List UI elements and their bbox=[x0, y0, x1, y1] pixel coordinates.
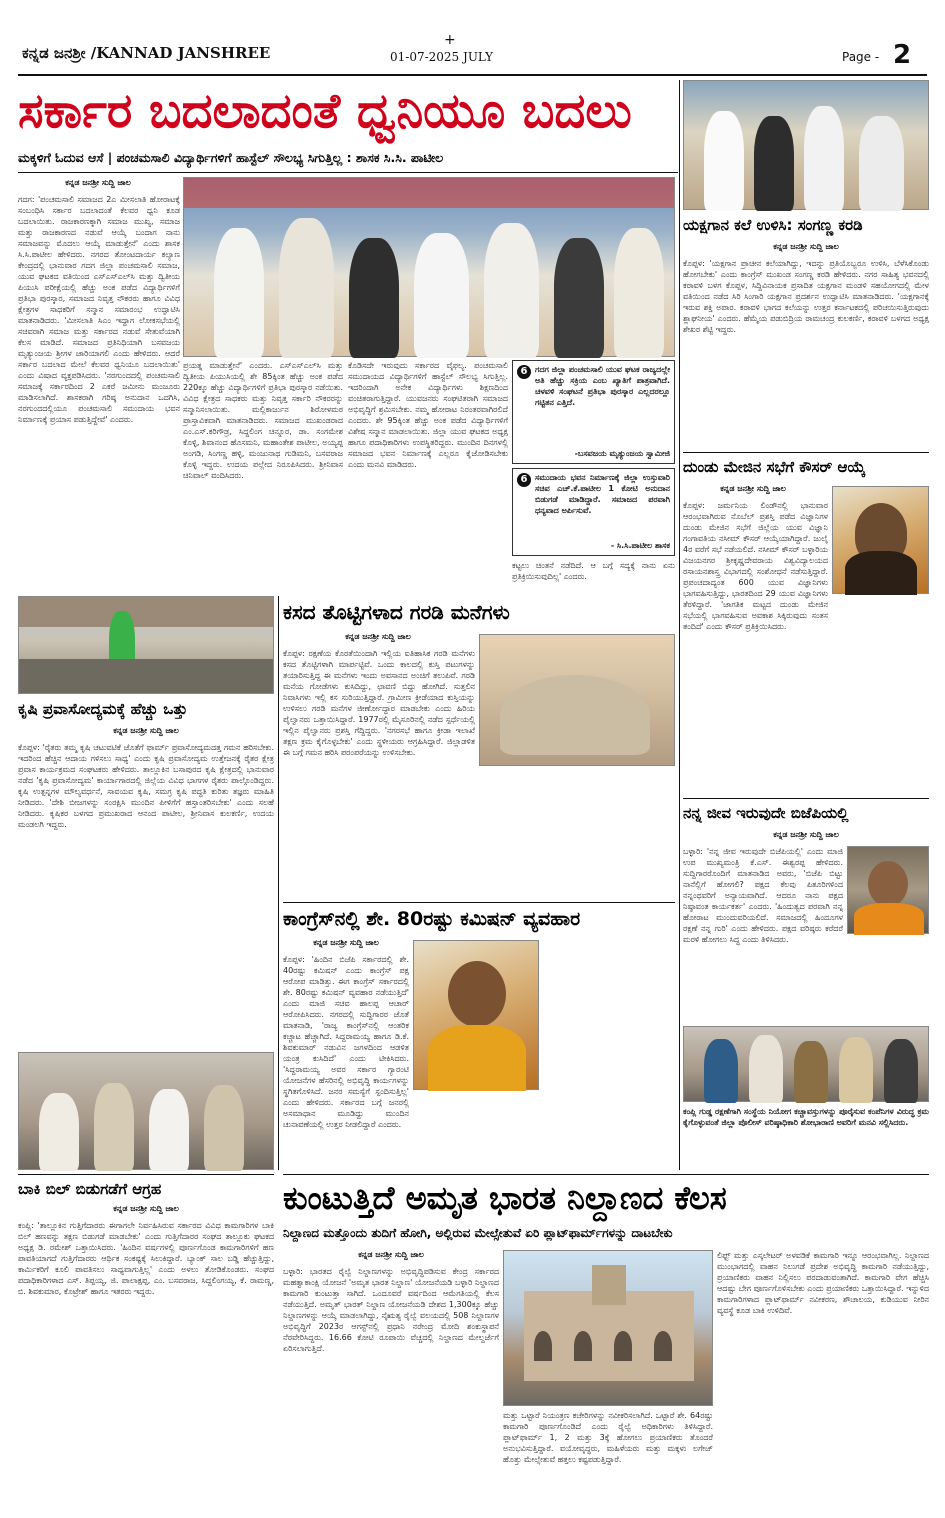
krishi-headline: ಕೃಷಿ ಪ್ರವಾಸೋದ್ಯಮಕ್ಕೆ ಹೆಚ್ಚು ಒತ್ತು bbox=[18, 700, 188, 718]
quote-icon: 6 bbox=[517, 365, 531, 379]
main-col2: ಪ್ರಯತ್ನ ಮಾಡುತ್ತೇನೆ' ಎಂದರು. ಎಸ್ಎಸ್ಎಲ್‌ಸಿ ಮತ್ತು ದ್ವಿತೀಯ ಪಿಯುಸಿಯಲ್ಲಿ ಶೇ 85ಕ್ಕಿಂತ ಹೆಚ್ಚು ಅಂಕ ಪಡೆದ 220ಕ್ಕೂ ಹೆಚ್ಚು ವಿದ್ಯಾರ್ಥಿಗಳಿಗೆ ಪ್ರತಿಭಾ ಪುರಸ್ಕಾರ ನಡೆಯಿತು. ವಿವಿಧ ಕ್ಷೇತ್ರದ ಸಾಧಕರು ಮತ್ತು ನಿವೃತ್ತ ಸರ್ಕಾರಿ ನೌಕರರನ್ನು ಸನ್ಮಾನಿಸಲಾಯಿತು. ಮಲ್ಲಿಕಾರ್ಜುನ ಶಿರೋಳಮಠ ಪ್ರಾಸ್ತಾವಿಕವಾಗಿ ಮಾತನಾಡಿದರು. ಸಮಾಜದ ಮುಖಂಡರಾದ ಎಂ.ಎಸ್.ಕರಿಗೌಡ್ರ, ಸಿದ್ದಲಿಂಗ ಚಿನ್ನೂರ, ಡಾ. ಸಂಗಮೇಶ ಕೊಳ್ಳಿ, ಶಿವಾನಂದ ಹೊಸಮನಿ, ಮಹಾಂತೇಶ ಪಾಟೀಲ, ಅಯ್ಯಪ್ಪ ಅಂಗಡಿ, ಸಿಂಗಣ್ಣ ಹಳ್ಳಿ, ಮಂಜುನಾಥ ಗುಡಿಮನಿ, ಬಸವರಾಜ ಕೊಳ್ಳಿ ಇದ್ದರು. ಉದಯ ಪಲ್ಲೇದ ನಿರೂಪಿಸಿದರು. ಶ್ರೀನಿವಾಸ ಚಿನಿವಾಲ್ ವಂದಿಸಿದರು. bbox=[183, 361, 343, 480]
kasada-body: ಕೊಪ್ಪಳ: ರಕ್ಷಣೆಯ ಕೊರತೆಯಿಂದಾಗಿ ಇಲ್ಲಿಯ ಐತಿಹಾಸಿಕ ಗರಡಿ ಮನೆಗಳು ಕಸದ ತೊಟ್ಟಿಗಳಾಗಿ ಮಾರ್ಪಟ್ಟಿವೆ. ಒಂದು ಕಾಲದಲ್ಲಿ ಕುಸ್ತಿ ಪಟುಗಳನ್ನು ತಯಾರಿಸುತ್ತಿದ್ದ ಈ ಮನೆಗಳು ಇಂದು ಅವಸಾನದ ಅಂಚಿಗೆ ತಲುಪಿವೆ. ಗರಡಿ ಮನೆಯ ಗೋಡೆಗಳು ಕುಸಿದಿದ್ದು, ಛಾವಣಿ ಬಿದ್ದು ಹೋಗಿದೆ. ಸುತ್ತಲಿನ ನಿವಾಸಿಗಳು ಇಲ್ಲಿ ಕಸ ಸುರಿಯುತ್ತಿದ್ದಾರೆ. ಗ್ರಾಮೀಣ ಕ್ರೀಡೆಯಾದ ಕುಸ್ತಿಯನ್ನು ಉಳಿಸಲು ಗರಡಿ ಮನೆಗಳ ಜೀರ್ಣೋದ್ಧಾರ ಮಾಡಬೇಕು ಎಂದು ಹಿರಿಯ ಪೈಲ್ವಾನರು ಒತ್ತಾಯಿಸಿದ್ದಾರೆ. 1977ರಲ್ಲಿ ಮೈಸೂರಿನಲ್ಲಿ ನಡೆದ ಸ್ಪರ್ಧೆಯಲ್ಲಿ ಇಲ್ಲಿನ ಪೈಲ್ವಾನರು ಪ್ರಶಸ್ತಿ ಗೆದ್ದಿದ್ದರು. 'ನಗರಸಭೆ ಹಾಗೂ ಕ್ರೀಡಾ ಇಲಾಖೆ ತಕ್ಷಣ ಕ್ರಮ ಕೈಗೊಳ್ಳಬೇಕು' ಎಂದು ಸ್ಥಳೀಯರು ಆಗ್ರಹಿಸಿದ್ದಾರೆ. ಜಿಲ್ಲಾಡಳಿತ ಈ ಬಗ್ಗೆ ಗಮನ ಹರಿಸಿ ಪರಂಪರೆಯನ್ನು ಉಳಿಸಬೇಕು. bbox=[283, 649, 475, 757]
krishi-body: ಕೊಪ್ಪಳ: 'ರೈತರು ತಮ್ಮ ಕೃಷಿ ಚಟುವಟಿಕೆ ಜೊತೆಗೆ ಫಾರ್ಮ್ ಪ್ರವಾಸೋದ್ಯಮದತ್ತ ಗಮನ ಹರಿಸಬೇಕು. ಇದರಿಂದ ಹೆಚ್ಚಿನ ಆದಾಯ ಗಳಿಸಲು ಸಾಧ್ಯ' ಎಂದು ಕೃಷಿ ಪ್ರವಾಸೋದ್ಯಮ ಉತ್ತೇಜನಕ್ಕೆ ರೈತರ ಕ್ಷೇತ್ರ ಪ್ರವಾಸ ಕಾರ್ಯಕ್ರಮದ ಸಂಘಟಕರು ಹೇಳಿದರು. ತಾಲ್ಲೂಕಿನ ಬಸಾಪುರದ ಕೃಷಿ ಕ್ಷೇತ್ರದಲ್ಲಿ ಭಾನುವಾರ ನಡೆದ 'ಕೃಷಿ ಪ್ರವಾಸೋದ್ಯಮ' ಕಾರ್ಯಾಗಾರದಲ್ಲಿ ಜಿಲ್ಲೆಯ ವಿವಿಧ ಭಾಗಗಳ ರೈತರು ಪಾಲ್ಗೊಂಡಿದ್ದರು. ಕೃಷಿ ಉತ್ಪನ್ನಗಳ ಮೌಲ್ಯವರ್ಧನೆ, ಸಾವಯವ ಕೃಷಿ, ಸಮಗ್ರ ಕೃಷಿ ಪದ್ಧತಿ ಕುರಿತು ತಜ್ಞರು ಮಾಹಿತಿ ನೀಡಿದರು. 'ದೇಶಿ ಬೀಜಗಳನ್ನು ಸಂರಕ್ಷಿಸಿ ಮುಂದಿನ ಪೀಳಿಗೆಗೆ ಹಸ್ತಾಂತರಿಸಬೇಕು' ಎಂದು ಸಲಹೆ ನೀಡಿದರು. ಕೃಷಿಕರ ಬಳಗದ ಪ್ರಮುಖರಾದ ಆನಂದ ಪಾಟೀಲ, ಶ್ರೀನಿವಾಸ ಕುಲಕರ್ಣಿ, ಉದಯ ಮಂಡಲಗಿ ಇದ್ದರು. bbox=[18, 743, 274, 829]
yakshagana-byline: ಕನ್ನಡ ಜನಶ್ರೀ ಸುದ್ದಿ ಜಾಲ bbox=[773, 242, 839, 251]
gudda-caption: ಕಂಪ್ಲಿ ಗುಡ್ಡ ರಕ್ಷಣೆಗಾಗಿ ಸಂಸ್ಥೆಯ ನಿಯೋಗ ಕಚ್ಚಾವಸ್ತುಗಳನ್ನು ಪೂರೈಸುವ ಕಂಪೆನಿಗಳ ವಿರುದ್ಧ ಕ್ರಮ ಕೈಗೊಳ್ಳುವಂತೆ ಜಿಲ್ಲಾ ಪೊಲೀಸ್ ವರಿಷ್ಠಾಧಿಕಾರಿ ಶೋಭಾರಾಣಿ ಅವರಿಗೆ ಮನವಿ ಸಲ್ಲಿಸಿದರು. bbox=[683, 1107, 929, 1127]
commission-body: ಕೊಪ್ಪಳ: 'ಹಿಂದಿನ ಬಿಜೆಪಿ ಸರ್ಕಾರದಲ್ಲಿ ಶೇ. 40ರಷ್ಟು ಕಮಿಷನ್ ಎಂದು ಕಾಂಗ್ರೆಸ್ ಪಕ್ಷ ಆರೋಪ ಮಾಡಿತ್ತು. ಈಗ ಕಾಂಗ್ರೆಸ್ ಸರ್ಕಾರದಲ್ಲಿ ಶೇ. 80ರಷ್ಟು ಕಮಿಷನ್ ವ್ಯವಹಾರ ನಡೆಯುತ್ತಿದೆ' ಎಂದು ಮಾಜಿ ಸಚಿವ ಹಾಲಪ್ಪ ಆಚಾರ್ ಆರೋಪಿಸಿದರು. ನಗರದಲ್ಲಿ ಸುದ್ದಿಗಾರರ ಜೊತೆ ಮಾತನಾಡಿ, 'ರಾಜ್ಯ ಕಾಂಗ್ರೆಸ್‌ನಲ್ಲಿ ಆಂತರಿಕ ಕಚ್ಚಾಟ ಹೆಚ್ಚಾಗಿದೆ. ಸಿದ್ದರಾಮಯ್ಯ ಹಾಗೂ ಡಿ.ಕೆ. ಶಿವಕುಮಾರ್ ನಡುವಿನ ಜಗಳದಿಂದ ಆಡಳಿತ ಯಂತ್ರ ಕುಸಿದಿದೆ' ಎಂದು ಟೀಕಿಸಿದರು. 'ಸಿದ್ದರಾಮಯ್ಯ ಅವರ ಸರ್ಕಾರ ಗ್ಯಾರಂಟಿ ಯೋಜನೆಗಳ ಹೆಸರಿನಲ್ಲಿ ಅಭಿವೃದ್ಧಿ ಕಾರ್ಯಗಳನ್ನು ಸ್ಥಗಿತಗೊಳಿಸಿದೆ. ಜನರ ಸಮಸ್ಯೆಗೆ ಸ್ಪಂದಿಸುತ್ತಿಲ್ಲ' ಎಂದು ಹೇಳಿದರು. ಸರ್ಕಾರದ ಬಗ್ಗೆ ಜನರಲ್ಲಿ ಅಸಮಾಧಾನ ಮೂಡಿದ್ದು ಮುಂದಿನ ಚುನಾವಣೆಯಲ್ಲಿ ಉತ್ತರ ನೀಡಲಿದ್ದಾರೆ ಎಂದರು. bbox=[283, 955, 409, 1129]
commission-body-b bbox=[543, 940, 675, 1168]
dundu-body-b bbox=[683, 598, 929, 794]
commission-headline: ಕಾಂಗ್ರೆಸ್‌ನಲ್ಲಿ ಶೇ. 80ರಷ್ಟು ಕಮಿಷನ್ ವ್ಯವಹಾರ bbox=[283, 908, 581, 930]
main-col3-end: ಕಟ್ಟಲು ಚಿಂತನೆ ನಡೆದಿದೆ. ಆ ಬಗ್ಗೆ ಸದ್ಯಕ್ಕೆ ನಾನು ಏನು ಪ್ರತಿಕ್ರಿಯಿಸುವುದಿಲ್ಲ' ಎಂದರು. bbox=[512, 561, 675, 581]
naana-byline: ಕನ್ನಡ ಜನಶ್ರೀ ಸುದ್ದಿ ಜಾಲ bbox=[773, 830, 839, 839]
issue-date: 01-07-2025 JULY bbox=[390, 50, 494, 64]
section-rule bbox=[683, 798, 929, 799]
column-divider bbox=[278, 596, 279, 1170]
main-col3: ಕೊಡಿಸದೇ ಇರುವುದು ಸರ್ಕಾರದ ವೈಫಲ್ಯ. ಪಂಚಮಸಾಲಿ ಸಮುದಾಯದ ವಿದ್ಯಾರ್ಥಿಗಳಿಗೆ ಹಾಸ್ಟೆಲ್ ಸೌಲಭ್ಯ ಸಿಗುತ್ತಿಲ್ಲ. ಇದರಿಂದಾಗಿ ಅನೇಕ ವಿದ್ಯಾರ್ಥಿಗಳು ಶಿಕ್ಷಣದಿಂದ ವಂಚಿತರಾಗುತ್ತಿದ್ದಾರೆ. ಯುವಜನರು ಸಂಘಟಿತರಾಗಿ ಸಮಾಜದ ಅಭಿವೃದ್ಧಿಗೆ ಶ್ರಮಿಸಬೇಕು. ನಮ್ಮ ಹೋರಾಟ ನಿರಂತರವಾಗಿರಲಿದೆ ಎಂದರು. ಶೇ 95ಕ್ಕಿಂತ ಹೆಚ್ಚು ಅಂಕ ಪಡೆದ ವಿದ್ಯಾರ್ಥಿಗಳಿಗೆ ವಿಶೇಷ ಸನ್ಮಾನ ಮಾಡಲಾಯಿತು. ಜಿಲ್ಲಾ ಯುವ ಘಟಕದ ಅಧ್ಯಕ್ಷ ಹಾಗೂ ಪದಾಧಿಕಾರಿಗಳು ಉಪಸ್ಥಿತರಿದ್ದರು. ಮುಂದಿನ ದಿನಗಳಲ್ಲಿ ಸಮಾಜದ ಭವನ ನಿರ್ಮಾಣಕ್ಕೆ ಎಲ್ಲರೂ ಕೈಜೋಡಿಸಬೇಕು ಎಂದು ಮನವಿ ಮಾಡಿದರು. bbox=[348, 361, 508, 469]
yakshagana-photo bbox=[683, 80, 929, 210]
quote-box-swamiji bbox=[512, 360, 675, 464]
naana-body: ಬಳ್ಳಾರಿ: 'ನನ್ನ ಜೀವ ಇರುವುದೇ ಬಿಜೆಪಿಯಲ್ಲಿ' ಎಂದು ಮಾಜಿ ಉಪ ಮುಖ್ಯಮಂತ್ರಿ ಕೆ.ಎಸ್. ಈಶ್ವರಪ್ಪ ಹೇಳಿದರು. ಸುದ್ದಿಗಾರರೊಂದಿಗೆ ಮಾತನಾಡಿದ ಅವರು, 'ಬಿಜೆಪಿ ಬಿಟ್ಟು ನಾನೆಲ್ಲಿಗೆ ಹೋಗಲಿ? ಪಕ್ಷದ ಕೆಲವು ಪಿತೂರಿಗಳಿಂದ ನನ್ನಂಥವರಿಗೆ ಅನ್ಯಾಯವಾಗಿದೆ. ಆದರೂ ನಾನು ಪಕ್ಷದ ನಿಷ್ಠಾವಂತ ಕಾರ್ಯಕರ್ತ' ಎಂದರು. 'ಹಿಂದುತ್ವದ ಪರವಾಗಿ ನನ್ನ ಹೋರಾಟ ಮುಂದುವರಿಯಲಿದೆ. ಸಮಾಜದಲ್ಲಿ ಹಿಂದೂಗಳ ರಕ್ಷಣೆ ನನ್ನ ಗುರಿ' ಎಂದು ಹೇಳಿದರು. ಪಕ್ಷದ ವರಿಷ್ಠರು ಕರೆದರೆ ಮರಳಿ ಹೋಗಲು ಸಿದ್ಧ ಎಂದು ತಿಳಿಸಿದರು. bbox=[683, 847, 843, 944]
baaki-headline: ಬಾಕಿ ಬಿಲ್ ಬಿಡುಗಡೆಗೆ ಆಗ್ರಹ bbox=[18, 1180, 162, 1198]
kausar-portrait-photo bbox=[832, 486, 929, 594]
masthead: ಕನ್ನಡ ಜನಶ್ರೀ /KANNAD JANSHREE bbox=[22, 44, 271, 62]
baaki-body: ಕಂಪ್ಲಿ: 'ತಾಲ್ಲೂಕಿನ ಗುತ್ತಿಗೆದಾರರು ಈಗಾಗಲೇ ನಿರ್ವಹಿಸಿರುವ ಸರ್ಕಾರದ ವಿವಿಧ ಕಾಮಗಾರಿಗಳ ಬಾಕಿ ಬಿಲ್ ಹಣವನ್ನು ತಕ್ಷಣ ಬಿಡುಗಡೆ ಮಾಡಬೇಕು' ಎಂದು ಗುತ್ತಿಗೆದಾರರ ಸಂಘದ ತಾಲ್ಲೂಕು ಘಟಕದ ಅಧ್ಯಕ್ಷ ಡಿ. ರಮೇಶ್ ಒತ್ತಾಯಿಸಿದರು. 'ಹಿಂದಿನ ವರ್ಷಗಳಲ್ಲಿ ಪೂರ್ಣಗೊಂಡ ಕಾಮಗಾರಿಗಳಿಗೆ ಹಣ ಪಾವತಿಯಾಗದೆ ಗುತ್ತಿಗೆದಾರರು ಆರ್ಥಿಕ ಸಂಕಷ್ಟಕ್ಕೆ ಸಿಲುಕಿದ್ದಾರೆ. ಬ್ಯಾಂಕ್ ಸಾಲ ಬಡ್ಡಿ ಹೆಚ್ಚುತ್ತಿದ್ದು, ಕಾರ್ಮಿಕರಿಗೆ ಕೂಲಿ ಪಾವತಿಸಲು ಸಾಧ್ಯವಾಗುತ್ತಿಲ್ಲ' ಎಂದು ಅಳಲು ತೋಡಿಕೊಂಡರು. ಸಂಘದ ಪದಾಧಿಕಾರಿಗಳಾದ ಎಸ್. ತಿಪ್ಪಯ್ಯ, ಜಿ. ಪಾಲಾಕ್ಷಪ್ಪ, ಎಂ. ಬಸವರಾಜ, ಸಿದ್ದಲಿಂಗಯ್ಯ, ಕೆ. ರಾಮಣ್ಣ, ಬಿ. ಶಿವಕುಮಾರ, ಕೊಟ್ರೇಶ್ ಹಾಗೂ ಇತರರು ಇದ್ದರು. bbox=[18, 1221, 274, 1296]
section-rule bbox=[283, 902, 675, 903]
naana-headline: ನನ್ನ ಜೀವ ಇರುವುದೇ ಬಿಜೆಪಿಯಲ್ಲಿ bbox=[683, 804, 849, 822]
krishi-byline: ಕನ್ನಡ ಜನಶ್ರೀ ಸುದ್ದಿ ಜಾಲ bbox=[113, 726, 179, 735]
garadi-rubble-photo bbox=[479, 634, 675, 766]
commission-byline: ಕನ್ನಡ ಜನಶ್ರೀ ಸುದ್ದಿ ಜಾಲ bbox=[313, 938, 379, 947]
subhead-rule bbox=[18, 172, 678, 173]
amrut-col2: ಮತ್ತು ಒಟ್ಟಾರೆ ನಿಯಂತ್ರಣ ಕಚೇರಿಗಳನ್ನು ನವೀಕರಿಸಲಾಗಿದೆ. ಒಟ್ಟಾರೆ ಶೇ. 64ರಷ್ಟು ಕಾಮಗಾರಿ ಪೂರ್ಣಗೊಂಡಿದೆ ಎಂದು ರೈಲ್ವೆ ಅಧಿಕಾರಿಗಳು ತಿಳಿಸಿದ್ದಾರೆ. ಪ್ಲಾಟ್‌ಫಾರ್ಮ್ 1, 2 ಮತ್ತು 3ಕ್ಕೆ ಹೋಗಲು ಪ್ರಯಾಣಿಕರು ತೊಂದರೆ ಅನುಭವಿಸುತ್ತಿದ್ದಾರೆ. ವಯೋವೃದ್ಧರು, ಮಹಿಳೆಯರು ಮತ್ತು ಮಕ್ಕಳು ಲಗೇಜ್ ಹೊತ್ತು ಮೇಲ್ಸೇತುವೆ ಹತ್ತಲು ಕಷ್ಟಪಡುತ್ತಿದ್ದಾರೆ. bbox=[503, 1411, 713, 1464]
section-rule bbox=[683, 452, 929, 453]
column-divider bbox=[679, 80, 680, 1170]
halappa-achar-portrait-photo bbox=[413, 940, 539, 1090]
railway-station-photo bbox=[503, 1250, 713, 1406]
crosshair-mark-icon: + bbox=[444, 32, 456, 48]
main-headline: ಸರ್ಕಾರ ಬದಲಾದಂತೆ ಧ್ವನಿಯೂ ಬದಲು bbox=[18, 83, 632, 139]
quote2-attrib: - ಸಿ.ಸಿ.ಪಾಟೀಲ ಶಾಸಕ bbox=[610, 541, 670, 550]
dundu-byline: ಕನ್ನಡ ಜನಶ್ರೀ ಸುದ್ದಿ ಜಾಲ bbox=[720, 484, 786, 493]
amrut-col1: ಬಳ್ಳಾರಿ: ಭಾರತದ ರೈಲ್ವೆ ನಿಲ್ದಾಣಗಳನ್ನು ಅಭಿವೃದ್ಧಿಪಡಿಸುವ ಕೇಂದ್ರ ಸರ್ಕಾರದ ಮಹತ್ವಾಕಾಂಕ್ಷಿ ಯೋಜನೆ 'ಅಮೃತ ಭಾರತ ನಿಲ್ದಾಣ' ಯೋಜನೆಯಡಿ ಬಳ್ಳಾರಿ ನಿಲ್ದಾಣದ ಕಾಮಗಾರಿ ಕುಂಟುತ್ತಾ ಸಾಗಿದೆ. ಒಂದೂವರೆ ವರ್ಷದಿಂದ ಆಮೆಗತಿಯಲ್ಲಿ ಕೆಲಸ ನಡೆಯುತ್ತಿದೆ. ಅಮೃತ್ ಭಾರತ್ ನಿಲ್ದಾಣ ಯೋಜನೆಯಡಿ ದೇಶದ 1,300ಕ್ಕೂ ಹೆಚ್ಚು ನಿಲ್ದಾಣಗಳನ್ನು ಆಯ್ಕೆ ಮಾಡಲಾಗಿದ್ದು, ನೈಋತ್ಯ ರೈಲ್ವೆ ವಲಯದಲ್ಲಿ 508 ನಿಲ್ದಾಣಗಳ ಅಭಿವೃದ್ಧಿಗೆ 2023ರ ಆಗಸ್ಟ್‌ನಲ್ಲಿ ಪ್ರಧಾನಿ ನರೇಂದ್ರ ಮೋದಿ ಶಂಕುಸ್ಥಾಪನೆ ನೆರವೇರಿಸಿದ್ದರು. 16.66 ಕೋಟಿ ರೂಪಾಯಿ ವೆಚ್ಚದಲ್ಲಿ ನಿಲ್ದಾಣದ ಮೇಲ್ದರ್ಜೆಗೆ ಏರಿಸಲಾಗುತ್ತಿದೆ. bbox=[283, 1267, 499, 1353]
yakshagana-headline: ಯಕ್ಷಗಾನ ಕಲೆ ಉಳಿಸಿ: ಸಂಗಣ್ಣ ಕರಡಿ bbox=[683, 216, 863, 234]
kasada-byline: ಕನ್ನಡ ಜನಶ್ರೀ ಸುದ್ದಿ ಜಾಲ bbox=[345, 632, 411, 641]
section-rule bbox=[18, 1174, 274, 1175]
eshwarappa-portrait-photo bbox=[847, 846, 929, 934]
baaki-meeting-photo bbox=[18, 1052, 274, 1170]
quote-box-patil bbox=[512, 468, 675, 556]
main-subhead: ಮಕ್ಕಳಿಗೆ ಓದುವ ಆಸೆ | ಪಂಚಮಸಾಲಿ ವಿದ್ಯಾರ್ಥಿಗಳಿಗೆ ಹಾಸ್ಟೆಲ್ ಸೌಲಭ್ಯ ಸಿಗುತ್ತಿಲ್ಲ : ಶಾಸಕ ಸಿ.ಸಿ. ಪಾಟೀಲ bbox=[18, 150, 444, 165]
amrut-col3: ಲಿಫ್ಟ್ ಮತ್ತು ಎಸ್ಕಲೇಟರ್ ಅಳವಡಿಕೆ ಕಾಮಗಾರಿ ಇನ್ನೂ ಆರಂಭವಾಗಿಲ್ಲ. ನಿಲ್ದಾಣದ ಮುಂಭಾಗದಲ್ಲಿ ವಾಹನ ನಿಲುಗಡೆ ಪ್ರದೇಶ ಅಭಿವೃದ್ಧಿ ಕಾಮಗಾರಿ ನಡೆಯುತ್ತಿದ್ದು, ಪ್ರಯಾಣಿಕರು ವಾಹನ ನಿಲ್ಲಿಸಲು ಪರದಾಡುವಂತಾಗಿದೆ. ಕಾಮಗಾರಿ ವೇಗ ಹೆಚ್ಚಿಸಿ ಆದಷ್ಟು ಬೇಗ ಪೂರ್ಣಗೊಳಿಸಬೇಕು ಎಂದು ಪ್ರಯಾಣಿಕರು ಒತ್ತಾಯಿಸಿದ್ದಾರೆ. ಇನ್ನುಳಿದ ಕಾಮಗಾರಿಗಳಾದ ಪ್ಲಾಟ್‌ಫಾರ್ಮ್ ನವೀಕರಣ, ಶೌಚಾಲಯ, ಕುಡಿಯುವ ನೀರಿನ ವ್ಯವಸ್ಥೆ ಕೂಡ ಬಾಕಿ ಉಳಿದಿವೆ. bbox=[717, 1251, 929, 1315]
header-rule bbox=[18, 74, 927, 76]
dundu-body-a: ಕೊಪ್ಪಳ: ಜರ್ಮನಿಯ ಲಿಂಡೌನಲ್ಲಿ ಭಾನುವಾರ ಆರಂಭವಾಗಿರುವ ನೊಬೆಲ್ ಪ್ರಶಸ್ತಿ ಪಡೆದ ವಿಜ್ಞಾನಿಗಳ ದುಂಡು ಮೇಜಿನ ಸಭೆಗೆ ಜಿಲ್ಲೆಯ ಯುವ ವಿಜ್ಞಾನಿ ಗಂಗಾವತಿಯ ನಸೀಮ್ ಕೌಸರ್ ಆಯ್ಕೆಯಾಗಿದ್ದಾರೆ. ಜುಲೈ 4ರ ವರೆಗೆ ಸಭೆ ನಡೆಯಲಿದೆ. ನಸೀಮ್ ಕೌಸರ್ ಬಳ್ಳಾರಿಯ ವಿಜಯನಗರ ಶ್ರೀಕೃಷ್ಣದೇವರಾಯ ವಿಶ್ವವಿದ್ಯಾಲಯದ ರಸಾಯನಶಾಸ್ತ್ರ ವಿಭಾಗದಲ್ಲಿ ಸಂಶೋಧನೆ ನಡೆಸುತ್ತಿದ್ದಾರೆ. ಪ್ರಪಂಚದಾದ್ಯಂತ 600 ಯುವ ವಿಜ್ಞಾನಿಗಳು ಭಾಗವಹಿಸುತ್ತಿದ್ದು, ಭಾರತದಿಂದ 29 ಯುವ ವಿಜ್ಞಾನಿಗಳು ತೆರಳಿದ್ದಾರೆ. 'ಜಾಗತಿಕ ಮಟ್ಟದ ದುಂಡು ಮೇಜಿನ ಸಭೆಯಲ್ಲಿ ಭಾಗವಹಿಸುವ ಅವಕಾಶ ಸಿಕ್ಕಿರುವುದು ಸಂತಸ ತಂದಿದೆ' ಎಂದು ಕೌಸರ್ ಪ್ರತಿಕ್ರಿಯಿಸಿದರು. bbox=[683, 501, 828, 631]
krishi-event-photo bbox=[18, 596, 274, 694]
main-photo-ceremony bbox=[183, 177, 675, 357]
page-number: 2 bbox=[893, 40, 912, 70]
quote1-attrib: -ಬಸವಜಯ ಮೃತ್ಯುಂಜಯ ಸ್ವಾಮೀಜಿ bbox=[574, 449, 670, 458]
amrut-subhead: ನಿಲ್ದಾಣದ ಮತ್ತೊಂದು ತುದಿಗೆ ಹೋಗಿ, ಅಲ್ಲಿರುವ ಮೇಲ್ಸೇತುವೆ ಏರಿ ಪ್ಲಾಟ್‌ಫಾರ್ಮ್‌ಗಳನ್ನು ದಾಟಬೇಕು bbox=[283, 1226, 673, 1240]
section-rule bbox=[283, 1174, 929, 1175]
main-byline: ಕನ್ನಡ ಜನಶ್ರೀ ಸುದ್ದಿ ಜಾಲ bbox=[65, 178, 131, 187]
gudda-delegation-photo bbox=[683, 1026, 929, 1102]
main-col1: ಗದಗ: 'ಪಂಚಮಸಾಲಿ ಸಮಾಜದ 2ಎ ಮೀಸಲಾತಿ ಹೋರಾಟಕ್ಕೆ ಸಂಬಂಧಿಸಿ ಸರ್ಕಾರ ಬದಲಾದಂತೆ ಕೆಲವರ ಧ್ವನಿ ಕೂಡ ಬದಲಾಯಿತು. ರಾಜಕಾರಣಕ್ಕಾಗಿ ಸಮಾಜ ಮುಖ್ಯ, ಸಮಾಜ ಮತ್ತು ರಾಜಕಾರಣದ ನಡುವೆ ಆಯ್ಕೆ ಬಂದಾಗ ನಾನು ಸಮಾಜವನ್ನು ಮೊದಲು ಆಯ್ಕೆ ಮಾಡುತ್ತೇನೆ' ಎಂದು ಶಾಸಕ ಸಿ.ಸಿ.ಪಾಟೀಲ ಹೇಳಿದರು. ನಗರದ ತೋಂಟದಾರ್ಯ ಕಲ್ಯಾಣ ಕೇಂದ್ರದಲ್ಲಿ ಭಾನುವಾರ ಗದಗ ಜಿಲ್ಲಾ ಪಂಚಮಸಾಲಿ ಸಮಾಜ, ಯುವ ಘಟಕದ ವತಿಯಿಂದ ಎಸ್ಎಸ್ಎಲ್‌ಸಿ ಮತ್ತು ದ್ವಿತೀಯ ಪಿಯುಸಿ ಪರೀಕ್ಷೆಯಲ್ಲಿ ಹೆಚ್ಚು ಅಂಕ ಪಡೆದ ವಿದ್ಯಾರ್ಥಿಗಳಿಗೆ ಪ್ರತಿಭಾ ಪುರಸ್ಕಾರ, ಸಮಾಜದ ನಿವೃತ್ತ ನೌಕರರು ಹಾಗೂ ವಿವಿಧ ಕ್ಷೇತ್ರಗಳ ಸಾಧಕರಿಗೆ ಸನ್ಮಾನ ಸಮಾರಂಭ ಉದ್ಘಾಟಿಸಿ ಮಾತನಾಡಿದರು. 'ಮೀಸಲಾತಿ ಸಿಎಂ ಇದ್ದಾಗ ಲೋಕಸಭೆಯಲ್ಲಿ ಸಚಿವರಾಗಿ ಸಮಾಜ ಮತ್ತು ಸರ್ಕಾರದ ನಡುವೆ ಸೇತುವೆಯಾಗಿ ಕೆಲಸ ಮಾಡಿದೆ. ಸಮಾಜದ ಪ್ರತಿನಿಧಿಯಾಗಿ ಬಸವಜಯ ಮೃತ್ಯುಂಜಯ ಶ್ರೀಗಳ ಜಾರಿಯಾಗಲಿ ಎಂದು ಹೇಳಿದರು. ಆದರೆ ಸರ್ಕಾರ ಬದಲಾದ ಮೇಲೆ ಕೆಲವರ ಧ್ವನಿಯೂ ಬದಲಾಯಿತು' ಎಂದು ವಿಷಾದ ವ್ಯಕ್ತಪಡಿಸಿದರು. 'ನರಗುಂದದಲ್ಲಿ ಪಂಚಮಸಾಲಿ ಸಮಾಜಕ್ಕೆ ಸರ್ಕಾರದಿಂದ 2 ಎಕರೆ ಜಮೀನು ಮಂಜೂರು ಮಾಡಿಸಲಾಗಿದೆ. ಶಾಸಕರಾಗಿ ಗರಿಷ್ಠ ಅನುದಾನ ಒದಗಿಸಿ, ನರಗುಂದದಲ್ಲಿಯೂ ಪಂಚಮಸಾಲಿ ಸಮುದಾಯ ಭವನ ನಿರ್ಮಾಣಕ್ಕೆ ಪ್ರಯಾಸ ಪಡುತ್ತಿದ್ದೇವೆ' ಎಂದರು. bbox=[18, 195, 180, 424]
dundu-headline: ದುಂಡು ಮೇಜಿನ ಸಭೆಗೆ ಕೌಸರ್ ಆಯ್ಕೆ bbox=[683, 458, 866, 476]
kasada-body-b bbox=[479, 770, 675, 898]
amrut-byline: ಕನ್ನಡ ಜನಶ್ರೀ ಸುದ್ದಿ ಜಾಲ bbox=[358, 1250, 424, 1259]
quote2-text: ಸಮುದಾಯ ಭವನ ನಿರ್ಮಾಣಕ್ಕೆ ಜಿಲ್ಲಾ ಉಸ್ತುವಾರಿ ಸಚಿವ ಎಚ್.ಕೆ.ಪಾಟೀಲ 1 ಕೋಟಿ ಅನುದಾನ ಬಿಡುಗಡೆ ಮಾಡಿದ್ದಾರೆ. ಸಮಾಜದ ಪರವಾಗಿ ಧನ್ಯವಾದ ಅರ್ಪಿಸುವೆ. bbox=[535, 473, 670, 515]
quote1-text: ಗದಗ ಜಿಲ್ಲಾ ಪಂಚಮಸಾಲಿ ಯುವ ಘಟಕ ರಾಜ್ಯದಲ್ಲೇ ಅತಿ ಹೆಚ್ಚು ಸಕ್ರಿಯ ಎಂಬ ಖ್ಯಾತಿಗೆ ಪಾತ್ರವಾಗಿದೆ. ಚಳವಳಿ ಸಂಘಟನೆ ಪ್ರತಿಭಾ ಪುರಸ್ಕಾರ ಎಲ್ಲದರಲ್ಲೂ ಗಟ್ಟಿತನ ಎತ್ತಿದೆ. bbox=[535, 365, 670, 407]
amrut-headline: ಕುಂಟುತ್ತಿದೆ ಅಮೃತ ಭಾರತ ನಿಲ್ದಾಣದ ಕೆಲಸ bbox=[283, 1179, 727, 1217]
quote-icon: 6 bbox=[517, 473, 531, 487]
baaki-byline: ಕನ್ನಡ ಜನಶ್ರೀ ಸುದ್ದಿ ಜಾಲ bbox=[113, 1204, 179, 1213]
kasada-headline: ಕಸದ ತೊಟ್ಟಿಗಳಾದ ಗರಡಿ ಮನೆಗಳು bbox=[283, 600, 510, 624]
yakshagana-body: ಕೊಪ್ಪಳ: 'ಯಕ್ಷಗಾನ ಪ್ರಾಚೀನ ಕಲೆಯಾಗಿದ್ದು, ಇದನ್ನು ಪ್ರತಿಯೊಬ್ಬರೂ ಉಳಿಸಿ, ಬೆಳೆಸಿಕೊಂಡು ಹೋಗಬೇಕು' ಎಂದು ಕಾಂಗ್ರೆಸ್ ಮುಖಂಡ ಸಂಗಣ್ಣ ಕರಡಿ ಹೇಳಿದರು. ನಗರ ಸಾಹಿತ್ಯ ಭವನದಲ್ಲಿ ಕರಾವಳಿ ಬಳಗ ಕೊಪ್ಪಳ, ಸಿದ್ದಿವಿನಾಯಕ ಪ್ರಸಾದಿತ ಯಕ್ಷಗಾನ ಮಂಡಳಿ ಸಹಯೋಗದಲ್ಲಿ ಮೇಳ ವತಿಯಿಂದ ನಡೆದ ಸಿರಿ ಸಿಂಗಾರಿ ಯಕ್ಷಗಾನ ಪ್ರದರ್ಶನ ಉದ್ಘಾಟಿಸಿ ಮಾತನಾಡಿದರು. 'ಯಕ್ಷಗಾನಕ್ಕೆ ಇರುವ ಶಕ್ತಿ ಅಪಾರ. ಕರಾವಳಿ ಭಾಗದ ಕಲೆಯನ್ನು ಉತ್ತರ ಕರ್ನಾಟಕದಲ್ಲಿ ಪರಿಚಯಿಸುತ್ತಿರುವುದು ಶ್ಲಾಘನೀಯ' ಎಂದರು. ಹೆಮ್ಮೆಯ ಪಡುಬಿದ್ರಿಯ ರಾಮಚಂದ್ರ ಕುಲಕರ್ಣಿ, ಕರಾವಳಿ ಬಳಗದ ಅಧ್ಯಕ್ಷ ಶೇಖರ ಶೆಟ್ಟಿ ಇದ್ದರು. bbox=[683, 259, 929, 334]
page-label: Page - bbox=[842, 50, 880, 64]
